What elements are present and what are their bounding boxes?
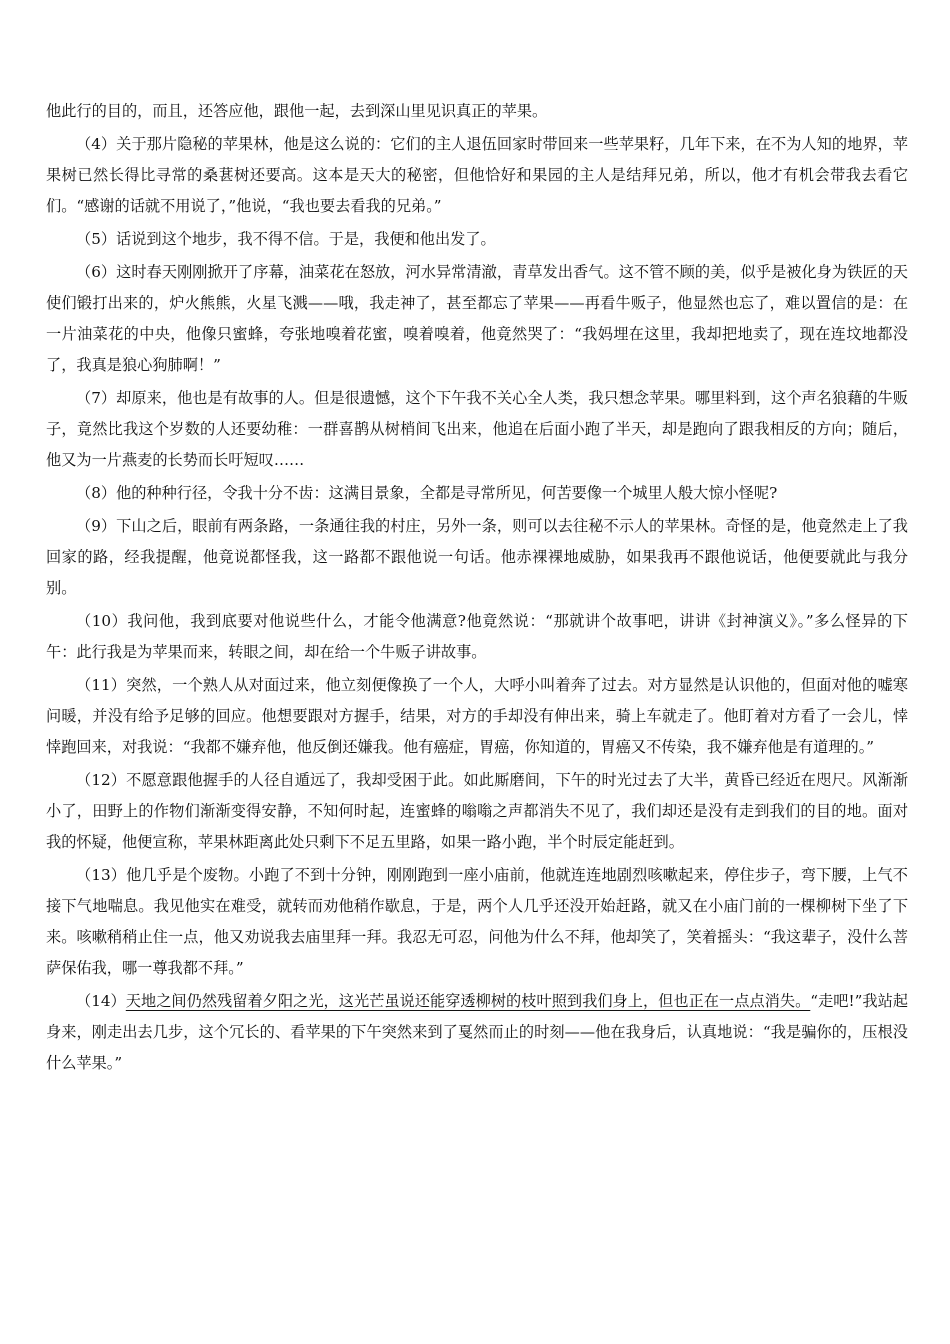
paragraph-continuation: 他此行的目的，而且，还答应他，跟他一起，去到深山里见识真正的苹果。 — [46, 102, 548, 120]
paragraph-14-label: （14） — [76, 992, 126, 1010]
paragraph-10: （10）我问他，我到底要对他说些什么，才能令他满意?他竟然说：“那就讲个故事吧，讲讲《封神演义》。”多么怪异的下午：此行我是为苹果而来，转眼之间，却在给一个牛贩子讲故事。 — [46, 612, 908, 661]
paragraph-14-rest: “走吧!”我站起身来，刚走出去几步，这个冗长的、看苹果的下午突然来到了戛然而止的时刻——他在我身后，认真地说：“我是骗你的，压根没什么苹果。” — [46, 992, 909, 1072]
paragraph-4: （4）关于那片隐秘的苹果林，他是这么说的：它们的主人退伍回家时带回来一些苹果籽，几年下来，在不为人知的地界，苹果树已然长得比寻常的桑葚树还要高。这本是天大的秘密，但他恰好和果园的主人是结拜兄弟，所以，他才有机会带我去看它们。“感谢的话就不用说了，”他说，“我也要去看我的兄弟。” — [46, 135, 908, 215]
paragraph-13: （13）他几乎是个废物。小跑了不到十分钟，刚刚跑到一座小庙前，他就连连地剧烈咳嗽起来，停住步子，弯下腰，上气不接下气地喘息。我见他实在难受，就转而劝他稍作歇息，于是，两个人几乎还没开始赶路，就又在小庙门前的一棵柳树下坐了下来。咳嗽稍稍止住一点，他又劝说我去庙里拜一拜。我忍无可忍，问他为什么不拜，他却笑了，笑着摇头：“我这辈子，没什么菩萨保佑我，哪一尊我都不拜。” — [46, 866, 908, 977]
paragraph-5: （5）话说到这个地步，我不得不信。于是，我便和他出发了。 — [76, 230, 496, 248]
paragraph-11: （11）突然，一个熟人从对面过来，他立刻便像换了一个人，大呼小叫着奔了过去。对方显然是认识他的，但面对他的嘘寒问暖，并没有给予足够的回应。他想要跟对方握手，结果，对方的手却没有伸出来，骑上车就走了。他盯着对方看了一会儿，悻悻跑回来，对我说：“我都不嫌弃他，他反倒还嫌我。他有癌症，胃癌，你知道的，胃癌又不传染，我不嫌弃他是有道理的。” — [46, 676, 908, 756]
paragraph-8: （8）他的种种行径，令我十分不齿：这满目景象，全都是寻常所见，何苦要像一个城里人般大惊小怪呢? — [76, 484, 778, 502]
document-body — [46, 96, 908, 1081]
underlined-sentence: 天地之间仍然残留着夕阳之光，这光芒虽说还能穿透柳树的枝叶照到我们身上，但也正在一点点消失。 — [125, 992, 811, 1010]
paragraph-6: （6）这时春天刚刚掀开了序幕，油菜花在怒放，河水异常清澈，青草发出香气。这不管不顾的美，似乎是被化身为铁匠的天使们锻打出来的，炉火熊熊，火星飞溅——哦，我走神了，甚至都忘了苹果——再看牛贩子，他显然也忘了，难以置信的是：在一片油菜花的中央，他像只蜜蜂，夸张地嗅着花蜜，嗅着嗅着，他竟然哭了：“我妈埋在这里，我却把地卖了，现在连坟地都没了，我真是狼心狗肺啊！” — [46, 263, 908, 374]
paragraph-9: （9）下山之后，眼前有两条路，一条通往我的村庄，另外一条，则可以去往秘不示人的苹果林。奇怪的是，他竟然走上了我回家的路，经我提醒，他竟说都怪我，这一路都不跟他说一句话。他赤裸裸地威胁，如果我再不跟他说话，他便要就此与我分别。 — [46, 517, 908, 597]
paragraph-14 — [46, 986, 908, 1079]
paragraph-7: （7）却原来，他也是有故事的人。但是很遗憾，这个下午我不关心全人类，我只想念苹果。哪里料到，这个声名狼藉的牛贩子，竟然比我这个岁数的人还要幼稚：一群喜鹊从树梢间飞出来，他追在后面小跑了半天，却是跑向了跟我相反的方向；随后，他又为一片燕麦的长势而长吁短叹…… — [46, 389, 908, 469]
paragraph-12: （12）不愿意跟他握手的人径自遁远了，我却受困于此。如此厮磨间，下午的时光过去了大半，黄昏已经近在咫尺。风渐渐小了，田野上的作物们渐渐变得安静，不知何时起，连蜜蜂的嗡嗡之声都消失不见了，我们却还是没有走到我们的目的地。面对我的怀疑，他便宣称，苹果林距离此处只剩下不足五里路，如果一路小跑，半个时辰定能赶到。 — [46, 771, 908, 851]
